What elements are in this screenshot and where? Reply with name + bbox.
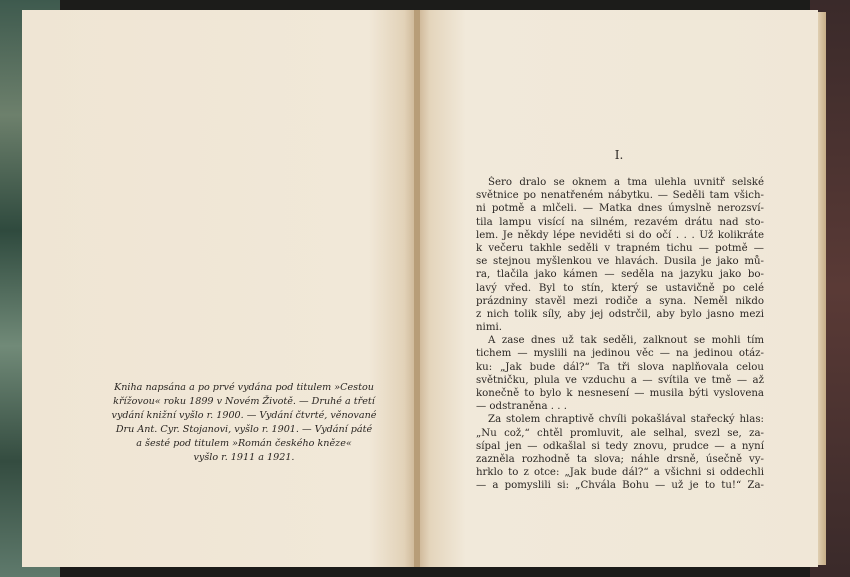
text-line: nimi.	[476, 322, 502, 334]
colophon-line: Kniha napsána a po prvé vydána pod titulem »Cestou	[114, 382, 374, 393]
text-line: — odstraněna . . .	[476, 401, 568, 413]
text-line: Za stolem chraptivě chvíli pokašlával stařecký hlas:	[488, 414, 764, 426]
chapter-body-text	[476, 176, 764, 493]
text-line: konečně to bylo k nesnesení — musila býti vyslovena	[476, 388, 764, 399]
text-line: sípal jen — odkašlal si tedy znovu, prudce — a nyní	[476, 440, 764, 452]
text-line: A zase dnes už tak seděli, zalknout se mohli tím	[488, 335, 764, 347]
text-line: ku: „Jak bude dál?“ Ta tři slova naplňovala celou	[476, 361, 764, 373]
text-line: světničku, plula ve vzduchu a — svítila ve tmě — až	[476, 374, 764, 386]
colophon-line: křížovou« roku 1899 v Novém Životě. — Druhé a třetí	[113, 396, 375, 407]
text-line: tichem — myslili na jedinou věc — na jedinou otáz-	[476, 348, 764, 360]
text-line: — a pomyslili si: „Chvála Bohu — už je to tu!“ Za-	[476, 480, 764, 492]
text-line: k večeru takhle seděli v trapném tichu — potmě —	[476, 242, 764, 254]
colophon-note	[96, 381, 392, 465]
text-line: ra, tlačila jako kámen — seděla na jazyku jako bo-	[476, 269, 764, 281]
text-line: tila lampu visící na silném, rezavém drátu nad sto-	[476, 216, 764, 228]
colophon-line: a šesté pod titulem »Román českého kněze«	[136, 438, 352, 449]
text-line: „Nu což,“ chtěl promluvit, ale selhal, svezl se, za-	[476, 427, 764, 439]
text-line: lem. Je někdy lépe neviděti si do očí . . . Už kolikráte	[476, 229, 764, 241]
text-line: ni potmě a mlčeli. — Matka dnes úmyslně nerozsví-	[476, 203, 764, 215]
colophon-line: vyšlo r. 1911 a 1921.	[193, 452, 295, 463]
colophon-line: vydání knižní vyšlo r. 1900. — Vydání čtvrté, věnované	[111, 410, 377, 421]
page-stack-edge	[818, 12, 826, 565]
left-page	[22, 10, 416, 567]
text-line: se stejnou myšlenkou ve hlavách. Dusila je jako mů-	[476, 256, 764, 268]
text-line: hrklo to z otce: „Jak bude dál?“ a všichni si oddechli	[476, 467, 764, 479]
text-line: zazněla rozhodně ta slova; náhle drsně, úsečně vy-	[476, 453, 764, 465]
text-line: prázdniny stavěl mezi rodiče a syna. Neměl nikdo	[476, 295, 764, 307]
text-line: lavý vřed. Byl to stín, který se ustavičně po celé	[476, 282, 764, 294]
text-line: Šero dralo se oknem a tma ulehla uvnitř selské	[488, 177, 764, 188]
book-gutter	[414, 10, 420, 567]
colophon-line: Dru Ant. Cyr. Stojanovi, vyšlo r. 1901. — Vydání páté	[115, 424, 373, 435]
text-line: světnice po nenatřeném nábytku. — Seděli tam všich-	[476, 190, 764, 202]
chapter-number: I.	[614, 148, 624, 162]
text-line: z nich tolik síly, aby jej odstrčil, aby bylo jasno mezi	[476, 308, 764, 320]
